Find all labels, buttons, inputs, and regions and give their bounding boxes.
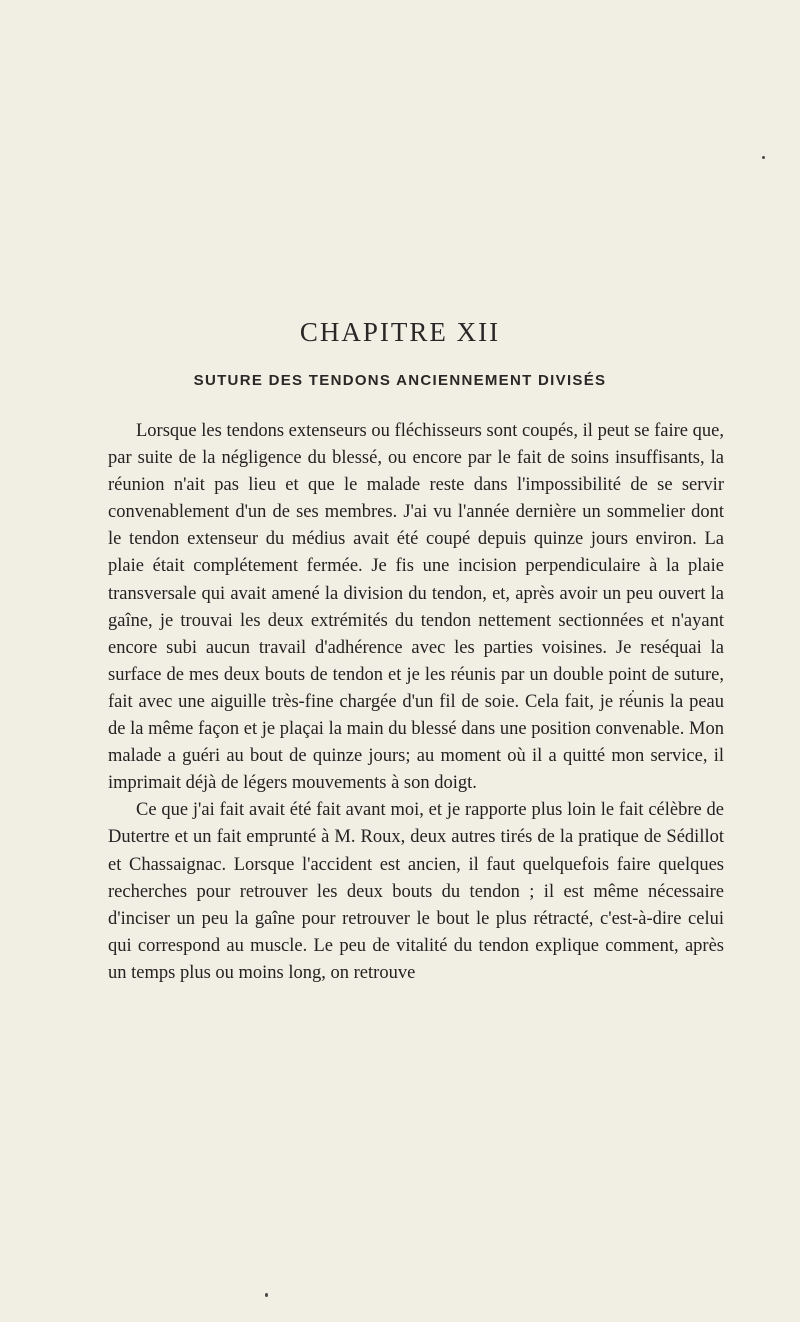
ink-speck — [762, 156, 765, 159]
ink-speck — [265, 1293, 268, 1297]
paragraph-2: Ce que j'ai fait avait été fait avant moi, et je rapporte plus loin le fait célèbre de Dutertre et un fait emprunté à M. Roux, deux autres tirés de la pratique de Sédillot et Chassaignac. Lorsque l'accident est ancien, il faut quelquefois faire quelques recherches pour retrouver les deux bouts du tendon ; il est même nécessaire d'inciser un peu la gaîne pour retrouver le bout le plus rétracté, c'est-à-dire celui qui correspond au muscle. Le peu de vitalité du tendon explique comment, après un temps plus ou moins long, on retrouve — [108, 800, 724, 983]
paragraph-1: Lorsque les tendons extenseurs ou fléchisseurs sont coupés, il peut se faire que, par suite de la négligence du blessé, ou encore par le fait de soins insuffisants, la réunion n'ait pas lieu et que le malade reste dans l'impossibilité de se servir convenablement d'un de ses membres. J'ai vu l'année dernière un sommelier dont le tendon extenseur du médius avait été coupé depuis quinze jours environ. La plaie était complétement fermée. Je fis une incision perpendiculaire à la plaie transversale qui avait amené la division du tendon, et, après avoir un peu ouvert la gaîne, je trouvai les deux extrémités du tendon nettement sectionnées et n'ayant encore subi aucun travail d'adhérence avec les parties voisines. Je reséquai la surface de mes deux bouts de tendon et je les réunis par un double point de suture, fait avec une aiguille très-fine chargée d'un fil de soie. Cela fait, je réunis la peau de la même façon et je plaçai la main du blessé dans une position convenable. Mon malade a guéri au bout de quinze jours; au moment où il a quitté mon service, il imprimait déjà de légers mouvements à son doigt. — [108, 421, 724, 794]
ink-speck — [632, 690, 634, 692]
chapter-title: CHAPITRE XII — [299, 317, 501, 347]
chapter-subtitle: SUTURE DES TENDONS ANCIENNEMENT DIVISÉS — [193, 372, 607, 389]
body-text — [108, 418, 724, 987]
